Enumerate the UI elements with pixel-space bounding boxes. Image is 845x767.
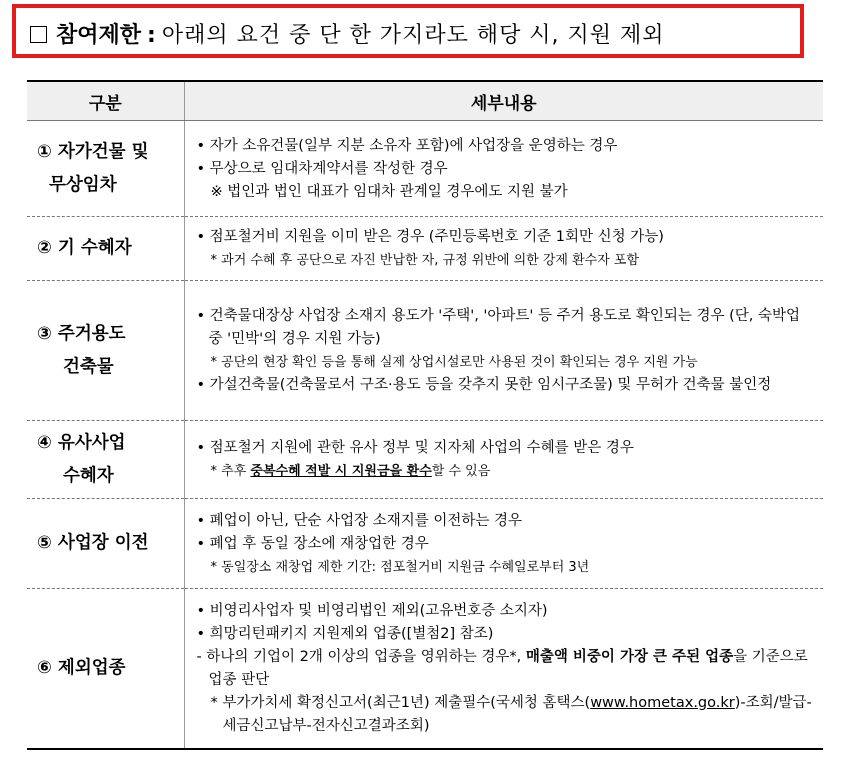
bullet-item: • 비영리사업자 및 비영리법인 제외(고유번호증 소지자) bbox=[196, 602, 548, 619]
note-item bbox=[197, 692, 816, 738]
category-label: 수혜자 bbox=[63, 465, 114, 486]
table-header-row bbox=[27, 81, 823, 121]
details-cell bbox=[184, 281, 823, 421]
note-suffix: 할 수 있음 bbox=[431, 464, 491, 479]
dash-item bbox=[197, 646, 816, 692]
details-cell bbox=[184, 589, 823, 749]
bullet-item: • 폐업이 아닌, 단순 사업장 소재지를 이전하는 경우 bbox=[196, 512, 523, 529]
category-cell bbox=[27, 281, 184, 421]
participation-restriction-banner bbox=[12, 4, 804, 58]
table-row bbox=[27, 121, 823, 217]
category-cell bbox=[27, 121, 184, 217]
details-cell bbox=[184, 499, 823, 589]
bullet-item: • 건축물대장상 사업장 소재지 용도가 '주택', '아파트' 등 주거 용도로 확인되는 경우 (단, 숙박업 중 '민박'의 경우 지원 가능) bbox=[196, 308, 801, 347]
table-row bbox=[27, 421, 823, 499]
restriction-table bbox=[27, 80, 823, 750]
category-label: ⑤ 사업장 이전 bbox=[37, 533, 149, 553]
dash-prefix: - 하나의 기업이 2개 이상의 업종을 영위하는 경우*, bbox=[196, 648, 526, 665]
category-cell bbox=[27, 589, 184, 749]
category-label: ⑥ 제외업종 bbox=[37, 657, 126, 678]
category-label: ② 기 수혜자 bbox=[37, 238, 132, 258]
foot-prefix: * 부가가치세 확정신고서(최근1년) 제출필수(국세청 홈택스( bbox=[210, 694, 591, 711]
note-item: * 공단의 현장 확인 등을 통해 실제 상업시설로만 사용된 것이 확인되는 경우 지원 가능 bbox=[210, 355, 698, 370]
bullet-item: • 무상으로 임대차계약서를 작성한 경우 bbox=[196, 160, 448, 177]
table-row bbox=[27, 281, 823, 421]
note-item: * 동일장소 재창업 제한 기간: 점포철거비 지원금 수혜일로부터 3년 bbox=[210, 559, 590, 575]
main-industry-emphasis: 매출액 비중이 가장 큰 주된 업종 bbox=[525, 648, 734, 665]
column-header-details: 세부내용 bbox=[184, 81, 823, 121]
checkbox-icon bbox=[30, 26, 47, 43]
hometax-link[interactable]: www.hometax.go.kr bbox=[590, 694, 735, 711]
details-cell bbox=[184, 121, 823, 217]
note-item bbox=[197, 460, 816, 483]
bullet-item: • 점포철거비 지원을 이미 받은 경우 (주민등록번호 기준 1회만 신청 가능) bbox=[196, 229, 664, 245]
details-cell bbox=[184, 421, 823, 499]
category-label: ① 자가건물 및 bbox=[37, 141, 149, 162]
banner-title: 참여제한 bbox=[56, 23, 142, 48]
note-item: * 과거 수혜 후 공단으로 자진 반납한 자, 규정 위반에 의한 강제 환수자 포함 bbox=[210, 253, 640, 268]
table-row bbox=[27, 217, 823, 281]
details-cell bbox=[184, 217, 823, 281]
note-item: ※ 법인과 법인 대표가 임대차 관계일 경우에도 지원 불가 bbox=[210, 183, 568, 200]
foot-suffix: )-조회/발급-세금신고납부-전자신고결과조회) bbox=[222, 694, 812, 734]
table-row bbox=[27, 499, 823, 589]
table-row bbox=[27, 589, 823, 749]
note-prefix: * 추후 bbox=[210, 464, 251, 479]
banner-content bbox=[30, 18, 665, 49]
bullet-item: • 폐업 후 동일 장소에 재창업한 경우 bbox=[196, 535, 429, 552]
dash-suffix: 을 기준으로 업종 판단 bbox=[208, 648, 808, 688]
category-label: 건축물 bbox=[63, 356, 114, 377]
bullet-item: • 점포철거 지원에 관한 유사 정부 및 지자체 사업의 수혜를 받은 경우 bbox=[196, 440, 634, 456]
banner-colon: : bbox=[147, 23, 156, 48]
category-cell bbox=[27, 217, 184, 281]
bullet-item: • 희망리턴패키지 지원제외 업종([별첨2] 참조) bbox=[196, 625, 494, 642]
banner-text: 아래의 요건 중 단 한 가지라도 해당 시, 지원 제외 bbox=[161, 23, 665, 48]
refund-emphasis: 중복수혜 적발 시 지원금을 환수 bbox=[250, 464, 432, 479]
category-label: 무상임차 bbox=[49, 174, 117, 195]
bullet-item: • 자가 소유건물(일부 지분 소유자 포함)에 사업장을 운영하는 경우 bbox=[196, 137, 618, 154]
category-cell bbox=[27, 499, 184, 589]
category-cell bbox=[27, 421, 184, 499]
category-label: ④ 유사사업 bbox=[37, 432, 126, 453]
column-header-category: 구분 bbox=[27, 81, 184, 121]
category-label: ③ 주거용도 bbox=[37, 323, 126, 344]
bullet-item: • 가설건축물(건축물로서 구조·용도 등을 갖추지 못한 임시구조물) 및 무허가 건축물 불인정 bbox=[196, 377, 772, 393]
